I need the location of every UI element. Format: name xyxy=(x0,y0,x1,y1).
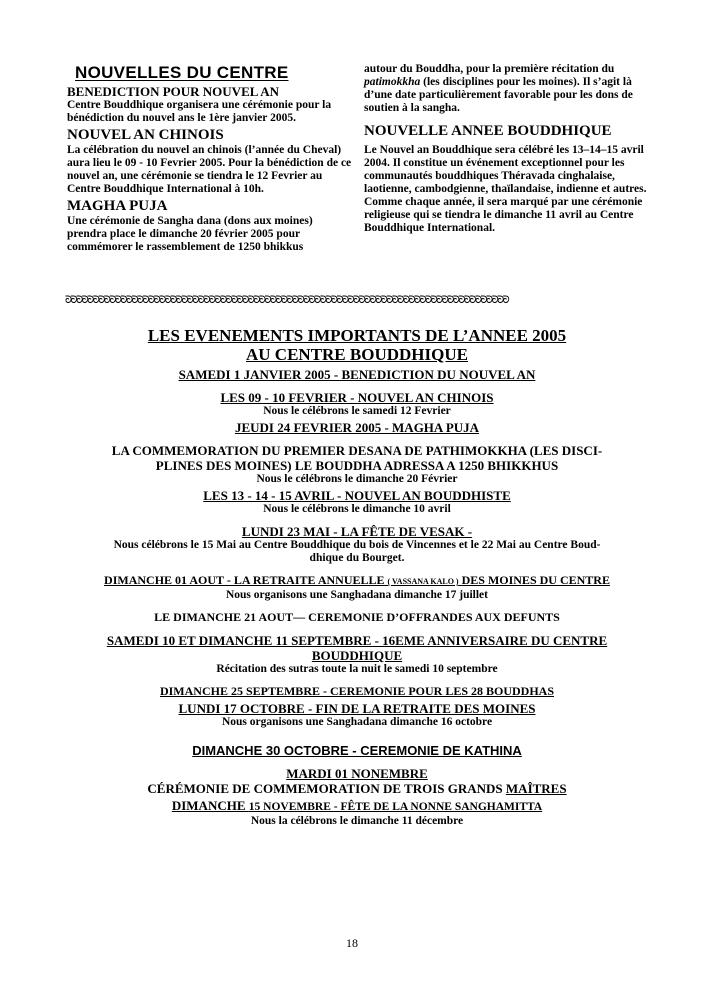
event-end-of-retreat-note: Nous organisons une Sanghadana dimanche 16 octobre xyxy=(221,716,493,728)
events-title-line-1: LES EVENEMENTS IMPORTANTS DE L’ANNEE 2005 xyxy=(147,326,567,345)
magha-puja-continued xyxy=(364,63,654,115)
event-retreat-part-a: DIMANCHE 01 AOUT - LA RETRAITE ANNUELLE xyxy=(104,573,385,587)
event-retreat-note: Nous organisons une Sanghadana dimanche 17 juillet xyxy=(225,589,488,601)
event-anniversary-line-2: BOUDDHIQUE xyxy=(311,648,403,663)
event-three-masters-part-b: MAÎTRES xyxy=(505,781,567,796)
event-vesak-note-1: Nous célébrons le 15 Mai au Centre Bouddhique du bois de Vincennes et le 22 Mai au Centre Boud- xyxy=(113,539,601,551)
event-retreat-part-b: DES MOINES DU CENTRE xyxy=(461,573,610,587)
events-section xyxy=(64,326,650,828)
buddhist-new-year-text: Le Nouvel an Bouddhique sera célébré les 13–14–15 avril 2004. Il constitue un événement exceptionnel pour les communautés bouddhiques Théravada cinghalaise, laotienne, cambodgienne, thaïlandaise, indienne et autres. Comme chaque année, il sera marqué par une cérémonie religieuse qui se tiendra le dimanche 11 avril au Centre Bouddhique International. xyxy=(364,144,647,234)
event-new-year-blessing: SAMEDI 1 JANVIER 2005 - BENEDICTION DU NOUVEL AN xyxy=(178,367,536,382)
magha-puja-text: Une cérémonie de Sangha dana (dons aux moines) prendra place le dimanche 20 février 2005 pour commémorer le rassemblement de 1250 bhikkus xyxy=(67,215,313,253)
page-number: 18 xyxy=(346,936,358,950)
event-chinese-new-year: LES 09 - 10 FEVRIER - NOUVEL AN CHINOIS xyxy=(220,390,494,405)
event-kathina: DIMANCHE 30 OCTOBRE - CEREMONIE DE KATHINA xyxy=(192,743,522,758)
event-buddhist-new-year: LES 13 - 14 - 15 AVRIL - NOUVEL AN BOUDDHISTE xyxy=(203,488,511,503)
event-offerings-deceased: LE DIMANCHE 21 AOUT— CEREMONIE D’OFFRANDES AUX DEFUNTS xyxy=(154,610,560,624)
event-chinese-new-year-note: Nous le célébrons le samedi 12 Fevrier xyxy=(263,405,451,417)
event-anniversary-line-1: SAMEDI 10 ET DIMANCHE 11 SEPTEMBRE - 16EME ANNIVERSAIRE DU CENTRE xyxy=(106,633,608,648)
event-retreat-vassana: ( VASSANA KALO ) xyxy=(387,577,459,586)
event-three-masters-part-a: CÉRÉMONIE DE COMMEMORATION DE TROIS GRANDS xyxy=(147,781,503,796)
event-end-of-retreat: LUNDI 17 OCTOBRE - FIN DE LA RETRAITE DES MOINES xyxy=(178,701,536,716)
event-sanghamitta-day: DIMANCHE xyxy=(171,798,246,813)
event-buddhist-new-year-note: Nous le célébrons le dimanche 10 avril xyxy=(263,503,451,515)
benediction-text: Centre Bouddhique organisera une cérémonie pour la bénédiction du nouvel ans le 1ère janvier 2005. xyxy=(67,99,332,124)
events-title-line-2: AU CENTRE BOUDDHIQUE xyxy=(246,345,468,364)
magha-cont-part-2: (les disciplines pour les moines). Il s’agit là d’une date particulièrement favorable pour les dons de soutien à la sangha. xyxy=(364,76,633,114)
event-vesak-note-2: dhique du Bourget. xyxy=(309,552,405,564)
event-magha-desc-line-2: PLINES DES MOINES) LE BOUDDHA ADRESSA A 1250 BHIKKHUS xyxy=(155,458,559,473)
patimokkha-term: patimokkha xyxy=(364,76,421,88)
ornamental-divider: ᘐᘐᘐᘐᘐᘐᘐᘐᘐᘐᘐᘐᘐᘐᘐᘐᘐᘐᘐᘐᘐᘐᘐᘐᘐᘐᘐᘐᘐᘐᘐᘐᘐᘐᘐᘐᘐᘐᘐᘐᘐᘐᘐᘐᘐᘐᘐᘐᘐᘐᘐᘐᘐᘐᘐᘐᘐᘐᘐᘐᘐᘐᘐᘐᘐᘐᘐᘐᘐᘐᘐᘐᘐᘐᘐᘐᘐᘐᘐᘐ xyxy=(65,295,509,306)
event-28-buddhas: DIMANCHE 25 SEPTEMBRE - CEREMONIE POUR LES 28 BOUDDHAS xyxy=(159,684,555,698)
event-sanghamitta-note: Nous la célébrons le dimanche 11 décembre xyxy=(250,815,464,827)
buddhist-new-year-heading: NOUVELLE ANNEE BOUDDHIQUE xyxy=(364,123,612,139)
magha-puja-heading: MAGHA PUJA xyxy=(67,198,168,214)
event-november-1: MARDI 01 NONEMBRE xyxy=(286,766,428,781)
event-magha-desc-line-1: LA COMMEMORATION DU PREMIER DESANA DE PATHIMOKKHA (LES DISCI- xyxy=(111,443,603,458)
chinese-new-year-heading: NOUVEL AN CHINOIS xyxy=(67,127,224,143)
event-anniversary-note: Récitation des sutras toute la nuit le samedi 10 septembre xyxy=(216,663,498,675)
event-three-masters xyxy=(64,781,650,796)
magha-cont-part-1: autour du Bouddha, pour la première récitation du xyxy=(364,63,615,75)
left-column xyxy=(67,60,352,254)
event-sanghamitta xyxy=(64,798,650,815)
benediction-heading: BENEDICTION POUR NOUVEL AN xyxy=(67,84,280,99)
right-column xyxy=(364,63,654,235)
event-sanghamitta-date: 15 NOVEMBRE - FÊTE DE LA NONNE SANGHAMITTA xyxy=(248,801,543,813)
chinese-new-year-text: La célébration du nouvel an chinois (l’année du Cheval) aura lieu le 09 - 10 Fevrier 2005. Pour la bénédiction de ce nouvel an, une cérémonie se tiendra le 12 Fevrier au Centre Bouddhique International à 10h. xyxy=(67,144,352,195)
event-magha-puja: JEUDI 24 FEVRIER 2005 - MAGHA PUJA xyxy=(234,420,480,435)
event-annual-retreat xyxy=(64,573,650,589)
event-magha-note: Nous le célébrons le dimanche 20 Février xyxy=(256,473,458,485)
centre-news-title: NOUVELLES DU CENTRE xyxy=(75,63,289,82)
event-vesak: LUNDI 23 MAI - LA FÊTE DE VESAK - xyxy=(241,524,473,539)
